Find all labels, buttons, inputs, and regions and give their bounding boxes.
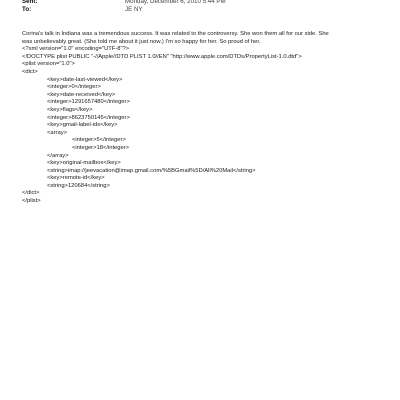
string-original-mailbox: <string>imap://jeevacation@imap.gmail.com/%5BGmail%5D/All%20Mail</string> xyxy=(47,167,256,174)
sent-label: Sent: xyxy=(22,0,38,5)
integer-date-received: <integer>1291657480</integer> xyxy=(47,99,130,106)
body-paragraph-line-1: Corina's talk in Indiana was a tremendous success. It was related to the controversy. She won them all for our side. She xyxy=(22,31,329,37)
doctype-line: <!DOCTYPE plist PUBLIC "-//Apple//DTD PLIST 1.0//EN" "http://www.apple.com/DTDs/PropertyList-1.0.dtd"> xyxy=(22,53,302,60)
xml-declaration: <?xml version="1.0" encoding="UTF-8"?> xyxy=(22,46,130,53)
key-original-mailbox: <key>original-mailbox</key> xyxy=(47,160,121,167)
plist-open: <plist version="1.0"> xyxy=(22,61,75,68)
array-open: <array> xyxy=(47,129,67,136)
array-integer-2: <integer>18</integer> xyxy=(72,144,130,151)
key-date-received: <key>date-received</key> xyxy=(47,91,116,98)
key-flags: <key>flags</key> xyxy=(47,106,93,113)
dict-close: </dict> xyxy=(22,190,40,197)
to-label: To: xyxy=(22,6,32,13)
integer-date-last-viewed: <integer>0</integer> xyxy=(47,84,101,91)
plist-close: </plist> xyxy=(22,198,41,205)
integer-remote-id: <string>120684</string> xyxy=(47,182,110,189)
key-remote-id: <key>remote-id</key> xyxy=(47,175,105,182)
email-body xyxy=(22,31,382,206)
integer-flags: <integer>8623750145</integer> xyxy=(47,114,130,121)
array-integer-1: <integer>5</integer> xyxy=(72,137,126,144)
sent-value: Monday, December 6, 2010 5:44 PM xyxy=(125,0,226,5)
body-paragraph-line-2: was unbelievably great. (She told me about it just now.) I'm so happy for her. So proud of her. xyxy=(22,38,261,45)
dict-open: <dict> xyxy=(22,68,38,75)
array-close: </array> xyxy=(47,152,69,159)
key-date-last-viewed: <key>date-last-viewed</key> xyxy=(47,76,123,83)
key-gmail-label-ids: <key>gmail-label-ids</key> xyxy=(47,122,118,129)
to-value: JE NY xyxy=(125,6,143,13)
